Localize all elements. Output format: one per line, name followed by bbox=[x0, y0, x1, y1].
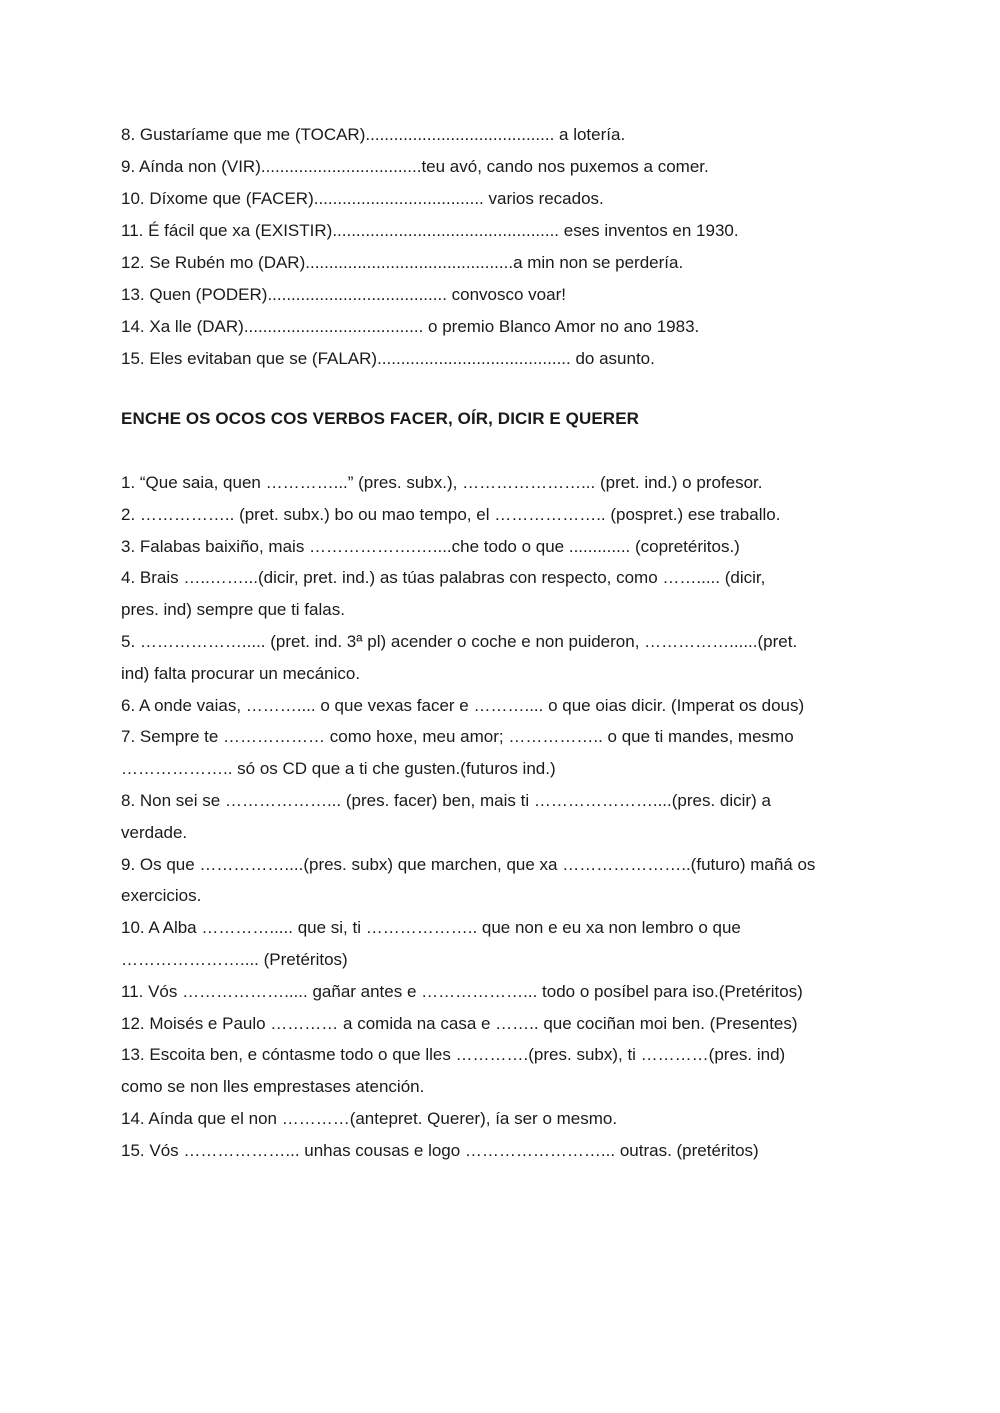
list-line: 13. Escoita ben, e cóntasme todo o que lles ………….(pres. subx), ti …………(pres. ind) bbox=[121, 1045, 786, 1065]
list-line: 2. …………….. (pret. subx.) bo ou mao tempo, el ……………….. (pospret.) ese traballo. bbox=[121, 504, 781, 524]
list-line: 4. Brais …..……...(dicir, pret. ind.) as túas palabras con respecto, como ……..... (dicir, bbox=[121, 568, 766, 588]
second-exercise-list bbox=[121, 467, 891, 1167]
list-line: verdade. bbox=[121, 822, 188, 842]
list-line: ind) falta procurar un mecánico. bbox=[121, 663, 361, 683]
list-line: 14. Aínda que el non …………(antepret. Querer), ía ser o mesmo. bbox=[121, 1108, 618, 1128]
list-item: 15. Eles evitaban que se (FALAR)......................................... do asunto. bbox=[121, 349, 655, 368]
list-line: 15. Vós ………………... unhas cousas e logo ……………………... outras. (pretéritos) bbox=[121, 1140, 759, 1160]
list-line: 10. A Alba …………..... que si, ti ……………….. que non e eu xa non lembro o que bbox=[121, 918, 741, 938]
list-item: 13. Quen (PODER)...................................... convosco voar! bbox=[121, 285, 566, 304]
section-heading: ENCHE OS OCOS COS VERBOS FACER, OÍR, DICIR E QUERER bbox=[121, 409, 640, 428]
list-line: 11. Vós ………………..... gañar antes e ………………... todo o posíbel para iso.(Pretéritos) bbox=[121, 981, 803, 1001]
list-line: 9. Os que ……………....(pres. subx) que marchen, que xa …………………..(futuro) mañá os bbox=[121, 854, 816, 874]
list-item: 9. Aínda non (VIR)..................................teu avó, cando nos puxemos a comer. bbox=[121, 157, 709, 176]
list-line: 1. “Que saia, quen …………...” (pres. subx.), …………………... (pret. ind.) o profesor. bbox=[121, 473, 763, 492]
list-line: pres. ind) sempre que ti falas. bbox=[121, 600, 345, 620]
list-item: 10. Díxome que (FACER).................................... varios recados. bbox=[121, 189, 604, 208]
list-line: 5. ………………..... (pret. ind. 3ª pl) acender o coche e non puideron, ……………......(pret. bbox=[121, 631, 798, 651]
list-line: ………………….... (Pretéritos) bbox=[121, 949, 348, 969]
list-item: 12. Se Rubén mo (DAR)............................................a min non se perdería. bbox=[121, 253, 684, 272]
list-line: 8. Non sei se ………………... (pres. facer) ben, mais ti …………………....(pres. dicir) a bbox=[121, 790, 771, 810]
list-line: 3. Falabas baixiño, mais ……………….…....che todo o que ............. (copretéritos.) bbox=[121, 536, 740, 556]
list-line: 12. Moisés e Paulo ………… a comida na casa e …….. que cociñan moi ben. (Presentes) bbox=[121, 1013, 798, 1033]
list-item: 11. É fácil que xa (EXISTIR)................................................ eses inventos en 1930. bbox=[121, 221, 739, 240]
list-item: 14. Xa lle (DAR)...................................... o premio Blanco Amor no ano 1983. bbox=[121, 317, 700, 336]
list-line: 6. A onde vaias, ……….... o que vexas facer e ……….... o que oias dicir. (Imperat os dous) bbox=[121, 695, 805, 715]
list-line: 7. Sempre te ……………… como hoxe, meu amor; …………….. o que ti mandes, mesmo bbox=[121, 727, 794, 747]
list-line: exercicios. bbox=[121, 886, 202, 906]
list-item: 8. Gustaríame que me (TOCAR)........................................ a lotería. bbox=[121, 125, 626, 144]
first-exercise-list bbox=[121, 119, 891, 375]
list-line: como se non lles emprestases atención. bbox=[121, 1077, 425, 1097]
list-line: ……………….. só os CD que a ti che gusten.(futuros ind.) bbox=[121, 759, 556, 779]
